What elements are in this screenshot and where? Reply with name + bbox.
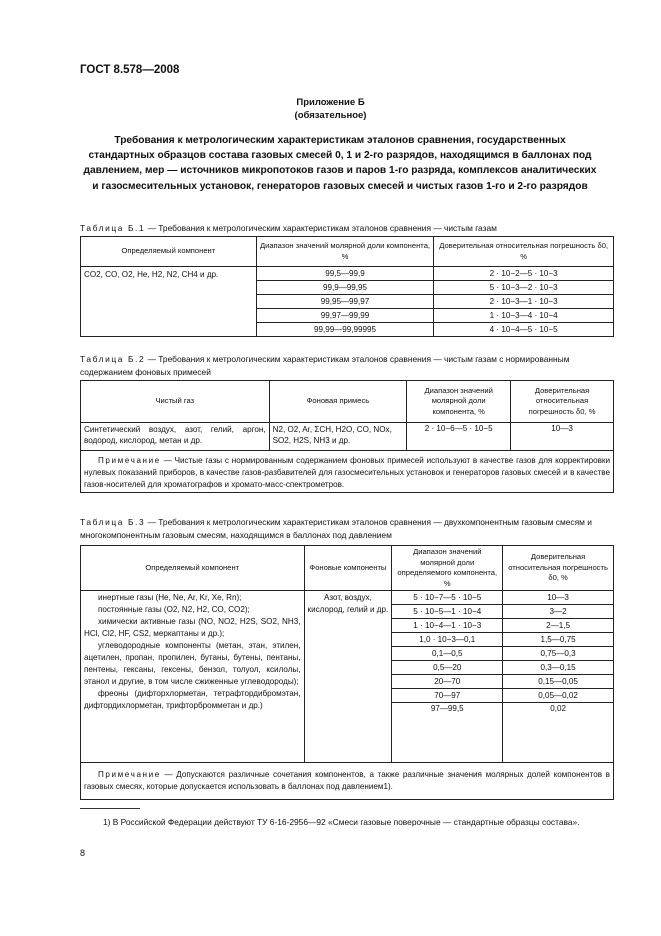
table3-range: 20—70	[392, 675, 503, 689]
table2-note	[81, 451, 614, 493]
document-code: ГОСТ 8.578—2008	[80, 64, 180, 76]
table3-range: 1 · 10−4—1 · 10−3	[392, 619, 503, 633]
table3-error: 0,3—0,15	[503, 661, 614, 675]
table3-range: 97—99,5	[392, 703, 503, 763]
table3-error: 0,75—0,3	[503, 647, 614, 661]
table3-note-label: Примечание	[98, 770, 161, 779]
table3-caption-label: Таблица Б.3	[80, 517, 146, 527]
table3-caption	[80, 516, 614, 541]
annex-name: Приложение Б	[296, 97, 365, 108]
table3-range: 5 · 10−5—1 · 10−4	[392, 605, 503, 619]
table1-header-error: Доверительная относительная погрешность δ0, %	[434, 237, 614, 267]
table3-component-item: углеводородные компоненты (метан, этан, этилен, ацетилен, пропан, пропилен, бутаны, бутены, пентаны, пентены, гексаны, гексены, бензол, толуол, ксилолы, этанол и другие, в том числе сжиженные углеводороды);	[84, 641, 301, 686]
table1-caption	[80, 222, 614, 235]
table3-note	[81, 763, 614, 800]
table1-error: 2 · 10−3—1 · 10−3	[434, 295, 614, 309]
page-number: 8	[80, 848, 86, 858]
table3-error: 1,5—0,75	[503, 633, 614, 647]
table1-range: 99,9—99,95	[256, 281, 434, 295]
table1-range: 99,99—99,99995	[256, 323, 434, 337]
annex-status: (обязательное)	[294, 110, 367, 121]
table1-range: 99,95—99,97	[256, 295, 434, 309]
table3-header-error: Доверительная относительная погрешность δ0, %	[503, 546, 614, 591]
table3-component-item: инертные газы (He, Ne, Ar, Kr, Xe, Rn);	[98, 593, 242, 602]
table3-error: 0,02	[503, 703, 614, 763]
table3-range: 1,0 · 10−3—0,1	[392, 633, 503, 647]
table2-impurity: N2, O2, Ar, ΣCH, H2O, CO, NOx, SO2, H2S, NH3 и др.	[269, 423, 407, 451]
table2-range: 2 · 10−6—5 · 10−5	[407, 423, 511, 451]
table3-header-range: Диапазон значений молярной доли определяемого компонента, %	[392, 546, 503, 591]
footnote-separator	[80, 808, 140, 809]
table2-header-gas: Чистый газ	[81, 381, 270, 423]
table3-error: 0,05—0,02	[503, 689, 614, 703]
table2-header-error: Доверительная относительная погрешность δ0, %	[511, 381, 614, 423]
table2-note-label: Примечание	[98, 456, 161, 465]
table1	[80, 236, 614, 337]
footnote: 1) В Российской Федерации действуют ТУ 6-16-2956—92 «Смеси газовые поверочные — стандартные образцы состава».	[103, 817, 580, 827]
table1-range: 99,5—99,9	[256, 267, 434, 281]
annex-title: Требования к метрологическим характеристикам эталонов сравнения, государственных стандартных образцов состава газовых смесей 0, 1 и 2-го разрядов, находящимся в баллонах под давлением, мер — источников микропотоков газов и паров 1-го разряда, комплексов аналитических и газосмесительных установок, генераторов газовых смесей и чистых газов 1-го и 2-го разрядов	[83, 135, 597, 192]
table1-header-component: Определяемый компонент	[81, 237, 257, 267]
table3-error: 3—2	[503, 605, 614, 619]
table2-caption	[80, 353, 614, 378]
table1-component: CO2, CO, O2, He, H2, N2, CH4 и др.	[81, 267, 257, 337]
table3-error: 2—1,5	[503, 619, 614, 633]
table3-range: 70—97	[392, 689, 503, 703]
table1-header-range: Диапазон значений молярной доли компонента, %	[256, 237, 434, 267]
table3-range: 0,5—20	[392, 661, 503, 675]
table2-header-impurity: Фоновая примесь	[269, 381, 407, 423]
table3-component-item: постоянные газы (O2, N2, H2, CO, CO2);	[98, 605, 250, 614]
table2-caption-label: Таблица Б.2	[80, 354, 146, 364]
table3-caption-text: — Требования к метрологическим характеристикам эталонов сравнения — двухкомпонентным газовым смесям и многокомпонентным газовым смесям, находящимся в баллонах под давлением	[80, 517, 592, 540]
table2-error: 10—3	[511, 423, 614, 451]
table1-error: 2 · 10−2—5 · 10−3	[434, 267, 614, 281]
table3-background: Азот, воздух, кислород, гелий и др.	[304, 591, 392, 763]
table2	[80, 380, 614, 493]
table2-header-range: Диапазон значений молярной доли компонента, %	[407, 381, 511, 423]
table1-error: 1 · 10−3—4 · 10−4	[434, 309, 614, 323]
table3-component-item: химически активные газы (NO, NO2, H2S, SO2, NH3, HCl, Cl2, HF, CS2, меркаптаны и др.);	[84, 617, 301, 638]
table1-error: 4 · 10−4—5 · 10−5	[434, 323, 614, 337]
table3-component-item: фреоны (дифторхлорметан, тетрафтордибромэтан, дифтордихлорметан, трифторбромметан и др.)	[84, 689, 301, 710]
table3-range: 5 · 10−7—5 · 10−5	[392, 591, 503, 605]
table3-header-background: Фоновые компоненты	[304, 546, 392, 591]
table3-error: 0,15—0,05	[503, 675, 614, 689]
table3	[80, 545, 614, 800]
table3-components	[81, 591, 305, 763]
table3-error: 10—3	[503, 591, 614, 605]
table3-header-component: Определяемый компонент	[81, 546, 305, 591]
table3-note-text: — Допускаются различные сочетания компонентов, а также различные значения молярных долей компонентов в газовых смесях, которые допускается использовать в баллонах под давлением1).	[84, 770, 610, 791]
table2-note-text: — Чистые газы с нормированным содержанием фоновых примесей используют в качестве газов для корректировки нулевых показаний приборов, в качестве газов-разбавителей для газосмесительных установок и генераторов газовых смесей и в качестве газов-носителей для хроматографов и хромато-масс-спектрометров.	[84, 456, 610, 489]
table2-gas: Синтетический воздух, азот, гелий, аргон, водород, кислород, метан и др.	[81, 423, 270, 451]
table1-range: 99,97—99,99	[256, 309, 434, 323]
table3-range: 0,1—0,5	[392, 647, 503, 661]
table1-caption-label: Таблица Б.1	[80, 223, 146, 233]
table1-caption-text: — Требования к метрологическим характеристикам эталонов сравнения — чистым газам	[145, 223, 497, 233]
table2-caption-text: — Требования к метрологическим характеристикам эталонов сравнения — чистым газам с нормированным содержанием фоновых примесей	[80, 354, 570, 377]
table1-error: 5 · 10−3—2 · 10−3	[434, 281, 614, 295]
